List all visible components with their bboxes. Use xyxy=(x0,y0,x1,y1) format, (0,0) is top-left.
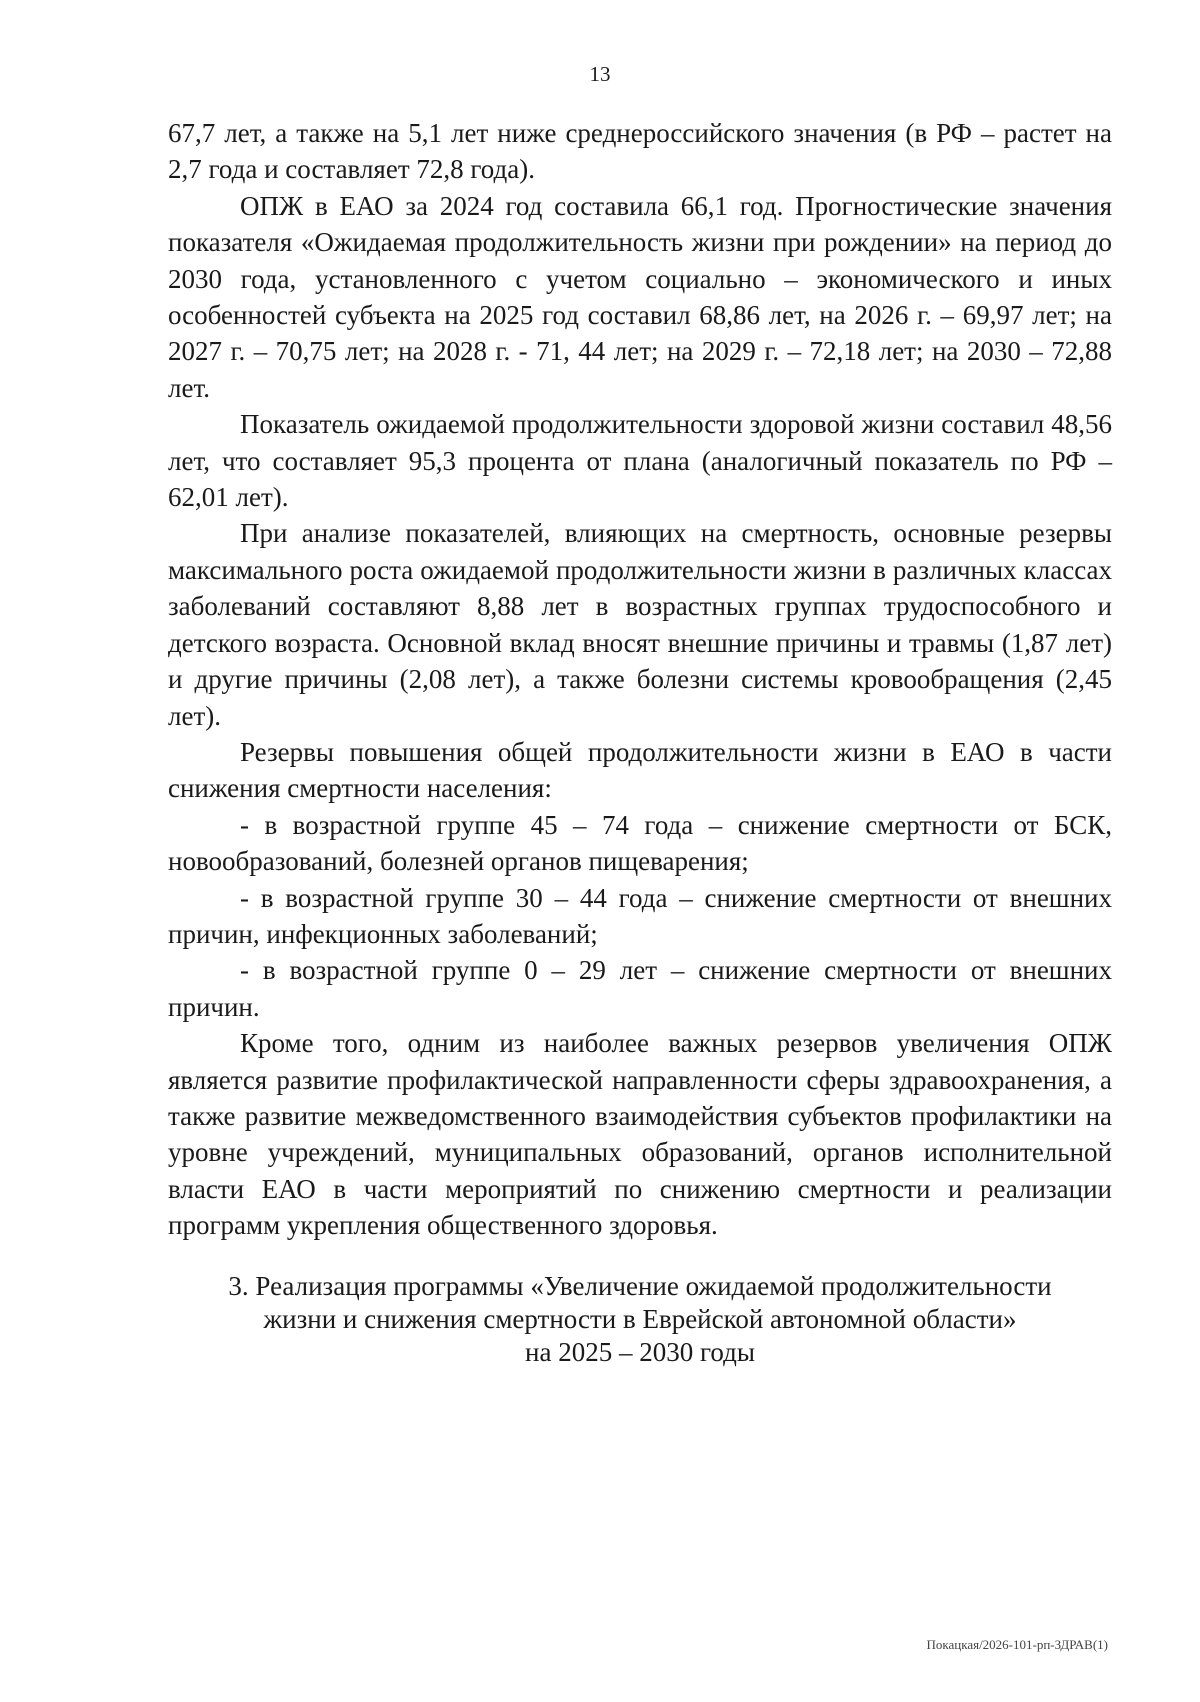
list-item-age-30-44: - в возрастной группе 30 – 44 года – снижение смертности от внешних причин, инфекционных заболеваний; xyxy=(168,882,1112,949)
document-body xyxy=(168,115,1112,1244)
section-heading xyxy=(168,1270,1112,1369)
paragraph-prevention: Кроме того, одним из наиболее важных резервов увеличения ОПЖ является развитие профилактической направленности сферы здравоохранения, а также развитие межведомственного взаимодействия субъектов профилактики на уровне учреждений, муниципальных образований, органов исполнительной власти ЕАО в части мероприятий по снижению смертности и реализации программ укрепления общественного здоровья. xyxy=(168,1028,1112,1241)
section-heading-line-1: 3. Реализация программы «Увеличение ожидаемой продолжительности xyxy=(228,1271,1052,1301)
section-heading-line-2: жизни и снижения смертности в Еврейской автономной области» xyxy=(263,1304,1017,1334)
section-heading-line-3: на 2025 – 2030 годы xyxy=(525,1337,755,1367)
page-number: 13 xyxy=(589,62,611,86)
paragraph-forecast-values: ОПЖ в ЕАО за 2024 год составила 66,1 год. Прогностические значения показателя «Ожидаемая продолжительность жизни при рождении» на период до 2030 года, установленного с учетом социально – экономического и иных особенностей субъекта на 2025 год составил 68,86 лет, на 2026 г. – 69,97 лет; на 2027 г. – 70,75 лет; на 2028 г. - 71, 44 лет; на 2029 г. – 72,18 лет; на 2030 – 72,88 лет. xyxy=(168,190,1112,403)
document-footer-code: Покацкая/2026-101-рп-ЗДРАВ(1) xyxy=(926,1637,1108,1652)
paragraph-life-expectancy-continuation: 67,7 лет, а также на 5,1 лет ниже среднероссийского значения (в РФ – растет на 2,7 года и составляет 72,8 года). xyxy=(168,118,1112,185)
list-item-age-45-74: - в возрастной группе 45 – 74 года – снижение смертности от БСК, новообразований, болезней органов пищеварения; xyxy=(168,809,1112,877)
paragraph-reserves-intro: Резервы повышения общей продолжительности жизни в ЕАО в части снижения смертности населения: xyxy=(168,736,1112,804)
paragraph-mortality-reserves: При анализе показателей, влияющих на смертность, основные резервы максимального роста ожидаемой продолжительности жизни в различных классах заболеваний составляют 8,88 лет в возрастных группах трудоспособного и детского возраста. Основной вклад вносят внешние причины и травмы (1,87 лет) и другие причины (2,08 лет), а также болезни системы кровообращения (2,45 лет). xyxy=(168,518,1112,731)
paragraph-healthy-life: Показатель ожидаемой продолжительности здоровой жизни составил 48,56 лет, что составляет 95,3 процента от плана (аналогичный показатель по РФ – 62,01 лет). xyxy=(168,409,1112,513)
list-item-age-0-29: - в возрастной группе 0 – 29 лет – снижение смертности от внешних причин. xyxy=(168,955,1112,1022)
